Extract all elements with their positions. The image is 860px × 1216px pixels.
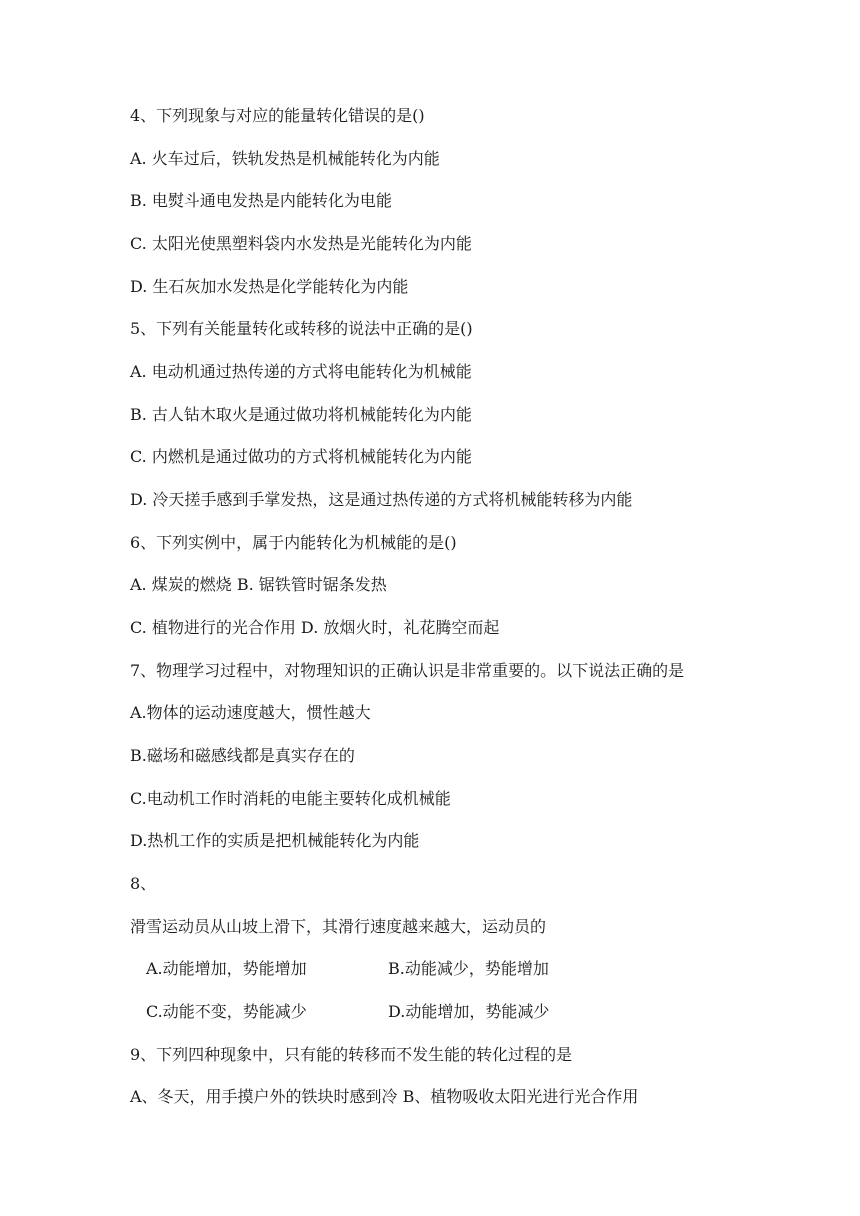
- question-5-option-b: B. 古人钻木取火是通过做功将机械能转化为内能: [130, 405, 472, 424]
- question-5-stem: 5、下列有关能量转化或转移的说法中正确的是(): [130, 319, 473, 338]
- question-7-option-d: D.热机工作的实质是把机械能转化为内能: [130, 831, 420, 850]
- question-4-option-d: D. 生石灰加水发热是化学能转化为内能: [130, 277, 409, 296]
- question-8-options-row-2: [146, 1002, 550, 1022]
- question-5-option-a: A. 电动机通过热传递的方式将电能转化为机械能: [130, 362, 472, 381]
- question-5-option-d: D. 冷天搓手感到手掌发热，这是通过热传递的方式将机械能转移为内能: [130, 490, 633, 509]
- question-9-options-ab: A、冬天，用手摸户外的铁块时感到冷 B、植物吸收太阳光进行光合作用: [130, 1087, 639, 1106]
- question-7-option-c: C.电动机工作时消耗的电能主要转化成机械能: [130, 789, 451, 808]
- question-5-option-c: C. 内燃机是通过做功的方式将机械能转化为内能: [130, 447, 472, 466]
- question-9-stem: 9、下列四种现象中，只有能的转移而不发生能的转化过程的是: [130, 1045, 573, 1064]
- question-8-option-c: C.动能不变，势能减少: [146, 1002, 307, 1021]
- question-8-option-d: D.动能增加，势能减少: [388, 1002, 550, 1021]
- question-4-stem: 4、下列现象与对应的能量转化错误的是(): [130, 106, 425, 125]
- question-6-stem: 6、下列实例中，属于内能转化为机械能的是(): [130, 533, 457, 552]
- question-8-stem: 滑雪运动员从山坡上滑下，其滑行速度越来越大，运动员的: [130, 917, 547, 936]
- question-4-option-a: A. 火车过后，铁轨发热是机械能转化为内能: [130, 149, 440, 168]
- question-8-option-a: A.动能增加，势能增加: [146, 959, 307, 978]
- question-6-options-ab: A. 煤炭的燃烧 B. 锯铁管时锯条发热: [130, 575, 387, 594]
- question-8-options-row-1: [146, 959, 549, 979]
- question-7-stem: 7、物理学习过程中，对物理知识的正确认识是非常重要的。以下说法正确的是: [130, 661, 685, 680]
- question-4-option-c: C. 太阳光使黑塑料袋内水发热是光能转化为内能: [130, 234, 472, 253]
- question-7-option-a: A.物体的运动速度越大，惯性越大: [130, 703, 371, 722]
- question-6-options-cd: C. 植物进行的光合作用 D. 放烟火时，礼花腾空而起: [130, 618, 500, 637]
- question-4-option-b: B. 电熨斗通电发热是内能转化为电能: [130, 191, 392, 210]
- question-7-option-b: B.磁场和磁感线都是真实存在的: [130, 746, 355, 765]
- question-8-number: 8、: [130, 874, 157, 893]
- question-8-option-b: B.动能减少，势能增加: [388, 959, 549, 978]
